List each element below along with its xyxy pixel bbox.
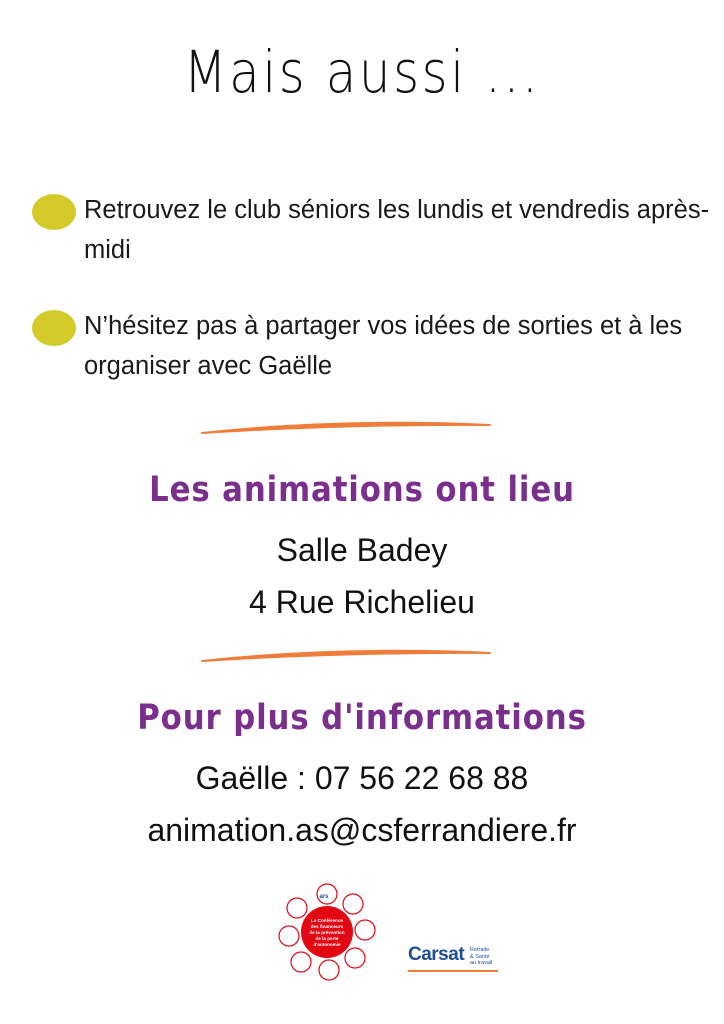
bullet-dot-icon	[32, 310, 76, 346]
carsat-logo	[408, 944, 504, 978]
divider-swoosh-2	[200, 648, 492, 666]
contact-phone: Gaëlle : 07 56 22 68 88	[195, 760, 529, 796]
carsat-tagline: Retraite & Santé au travail	[470, 947, 493, 966]
bullet-text: N’hésitez pas à partager vos idées de sorties et à les organiser avec Gaëlle	[84, 312, 683, 380]
carsat-underline	[408, 970, 498, 972]
contact-email[interactable]: animation.as@csferrandiere.fr	[147, 812, 577, 848]
svg-text:de la perte: de la perte	[315, 936, 339, 941]
conference-financeurs-logo	[275, 880, 379, 984]
venue-name: Salle Badey	[276, 532, 448, 568]
venue-address: 4 Rue Richelieu	[249, 584, 475, 620]
page-title: Mais aussi ...	[183, 38, 541, 106]
svg-text:ars: ars	[319, 894, 329, 900]
svg-text:de la prévention: de la prévention	[309, 930, 345, 935]
svg-text:des financeurs: des financeurs	[310, 924, 344, 929]
svg-text:La Conférence: La Conférence	[311, 918, 343, 923]
bullet-text: Retrouvez le club séniors les lundis et vendredis après-midi	[84, 196, 710, 264]
svg-text:d'autonomie: d'autonomie	[313, 942, 341, 947]
contact-heading: Pour plus d'informations	[137, 698, 587, 738]
carsat-wordmark: Carsat	[408, 944, 465, 965]
divider-swoosh-1	[200, 420, 492, 438]
location-heading: Les animations ont lieu	[149, 470, 575, 510]
bullet-dot-icon	[32, 194, 76, 230]
